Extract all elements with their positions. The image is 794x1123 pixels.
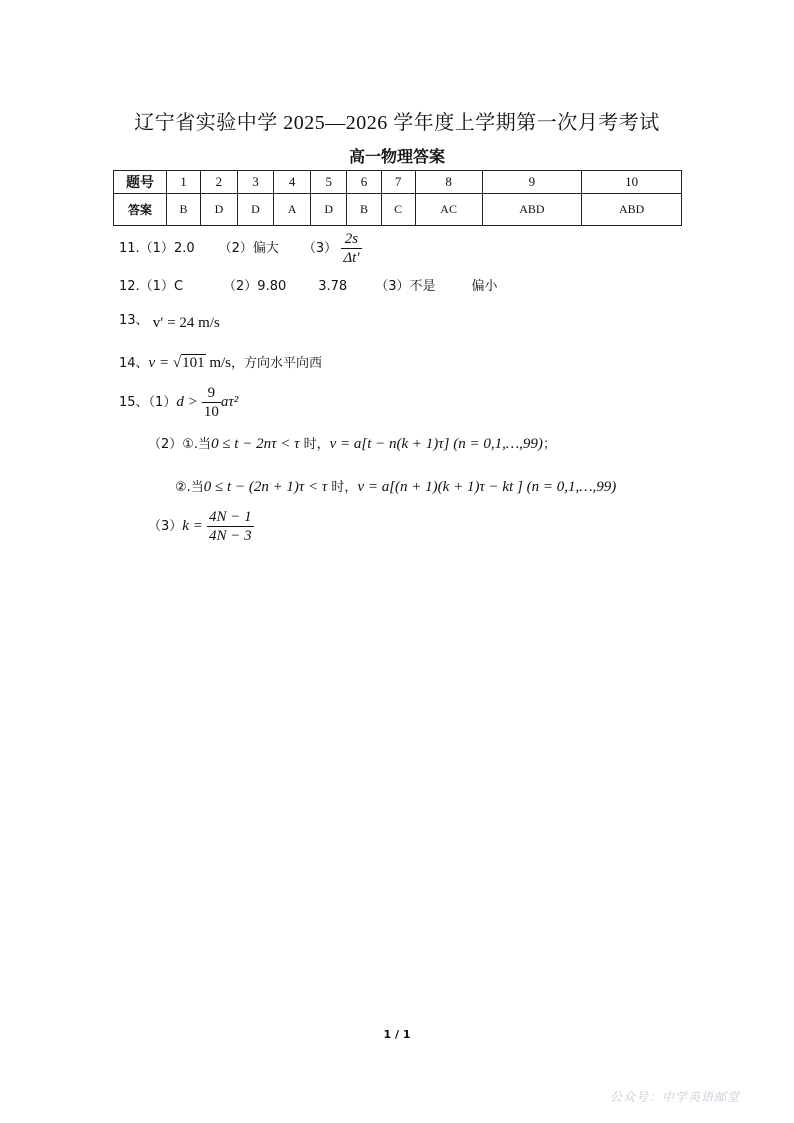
question-number-cell: 8 xyxy=(415,171,482,194)
fraction-denominator: 4N − 3 xyxy=(208,528,252,544)
watermark: 公众号：中学英语邮堂 xyxy=(610,1090,741,1104)
answer-13-expression: v′ = 24 m/s xyxy=(152,315,220,331)
fraction-denominator: 10 xyxy=(203,404,219,420)
answer-15-part1-fraction xyxy=(202,384,221,421)
answer-14-unit: m/s xyxy=(205,355,231,371)
answer-11-part2: （2）偏大 xyxy=(218,241,279,256)
answer-15-part3-lhs: k = xyxy=(182,518,203,534)
question-number-header: 题号 xyxy=(114,171,167,194)
answer-15-part2b-expression: v = a[(n + 1)(k + 1)τ − kt ] (n = 0,1,…,99) xyxy=(357,479,617,495)
answer-11-part1: 11.（1）2.0 xyxy=(119,241,195,256)
page-number: 1 / 1 xyxy=(383,1028,411,1041)
answer-15-part2-case2 xyxy=(175,476,616,496)
answer-12-part3: （3）不是 xyxy=(375,279,436,294)
answer-15-part3-fraction xyxy=(207,508,254,545)
question-number-cell: 6 xyxy=(347,171,381,194)
fraction-numerator: 2s xyxy=(344,231,359,247)
answer-14-label: 14、 xyxy=(119,356,149,371)
answer-11-part3-label: （3） xyxy=(302,241,338,256)
answer-15-part2b-mid: 时， xyxy=(327,480,358,495)
answer-row xyxy=(114,194,682,226)
answer-12-part3b: 偏小 xyxy=(471,279,498,294)
answer-14-direction: ，方向水平向西 xyxy=(231,356,323,371)
answer-cell: B xyxy=(167,194,201,226)
question-number-row xyxy=(114,171,682,194)
answer-14-radicand: 101 xyxy=(182,355,205,371)
answer-cell: B xyxy=(347,194,381,226)
fraction-numerator: 4N − 1 xyxy=(208,509,252,525)
question-number-cell: 9 xyxy=(482,171,582,194)
answer-table xyxy=(113,170,682,226)
answer-header: 答案 xyxy=(114,194,167,226)
answer-15-part2-mid: 时， xyxy=(299,437,330,452)
answer-12-part2b: 3.78 xyxy=(318,279,348,294)
answer-15-part2-case1 xyxy=(148,433,556,453)
answer-15-part3-prefix: （3） xyxy=(148,519,183,534)
answer-15-part2-expression: v = a[t − n(k + 1)τ] (n = 0,1,…,99) xyxy=(329,436,543,452)
fraction-numerator: 9 xyxy=(207,385,216,401)
fraction-denominator: Δt′ xyxy=(343,250,360,266)
page-title: 辽宁省实验中学 2025—2026 学年度上学期第一次月考考试 xyxy=(134,112,660,134)
answer-15-part1-tail: aτ² xyxy=(220,394,239,410)
question-number-cell: 4 xyxy=(274,171,311,194)
answer-cell: AC xyxy=(415,194,482,226)
answer-12 xyxy=(119,275,498,294)
question-number-cell: 7 xyxy=(381,171,415,194)
answer-13 xyxy=(119,309,220,331)
answer-13-label: 13、 xyxy=(119,313,149,328)
answer-cell: A xyxy=(274,194,311,226)
question-number-cell: 3 xyxy=(237,171,274,194)
answer-15-part3 xyxy=(148,508,254,545)
question-number-cell: 2 xyxy=(201,171,238,194)
answer-15-part1 xyxy=(119,384,238,421)
answer-cell: C xyxy=(381,194,415,226)
answer-12-part1: 12.（1）C xyxy=(119,279,184,294)
answer-12-part2: （2）9.80 xyxy=(223,279,287,294)
answer-cell: ABD xyxy=(482,194,582,226)
answer-14-lhs: v = xyxy=(148,355,173,371)
answer-cell: ABD xyxy=(582,194,682,226)
answer-11-fraction xyxy=(341,230,361,267)
answer-11 xyxy=(119,230,362,267)
answer-15-part2-end: ； xyxy=(542,437,556,452)
answer-cell: D xyxy=(310,194,347,226)
answer-14 xyxy=(119,352,322,372)
sqrt-icon: √ xyxy=(172,355,182,371)
page-subtitle: 高一物理答案 xyxy=(348,147,445,166)
answer-15-part2b-condition: 0 ≤ t − (2n + 1)τ < τ xyxy=(203,479,328,495)
question-number-cell: 5 xyxy=(310,171,347,194)
answer-15-part2-prefix: （2）①.当 xyxy=(148,437,212,452)
answer-15-label: 15、（1） xyxy=(119,395,177,410)
answer-cell: D xyxy=(201,194,238,226)
answer-cell: D xyxy=(237,194,274,226)
question-number-cell: 1 xyxy=(167,171,201,194)
answer-15-part2-condition: 0 ≤ t − 2nτ < τ xyxy=(211,436,300,452)
question-number-cell: 10 xyxy=(582,171,682,194)
answer-15-part2b-prefix: ②.当 xyxy=(175,480,204,495)
answer-15-part1-lhs: d > xyxy=(176,394,198,410)
